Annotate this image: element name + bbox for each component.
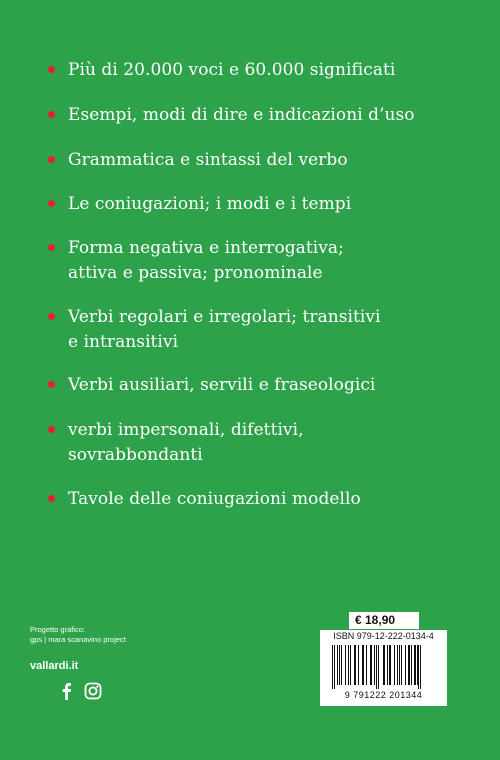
- barcode-bar: [389, 645, 391, 685]
- credits-line: gps | mara scanavino project: [30, 635, 126, 644]
- feature-text: Verbi regolari e irregolari; transitivi e intransitivi: [68, 307, 381, 352]
- barcode-bar: [399, 645, 400, 685]
- barcode-bar: [405, 645, 406, 685]
- barcode-bar: [334, 645, 335, 689]
- feature-item: [48, 305, 381, 355]
- barcode-bar: [354, 645, 356, 685]
- barcode-bar: [394, 645, 395, 685]
- feature-item: [48, 236, 344, 286]
- barcode-panel: [320, 630, 447, 706]
- design-credits: [30, 625, 126, 645]
- price-label: € 18,90: [349, 612, 419, 629]
- bullet-dot: [48, 244, 55, 251]
- bullet-dot: [48, 495, 55, 502]
- feature-text: Esempi, modi di dire e indicazioni d’uso: [68, 105, 415, 125]
- feature-text: Forma negativa e interrogativa; attiva e passiva; pronominale: [68, 238, 344, 283]
- feature-text: Tavole delle coniugazioni modello: [68, 489, 361, 509]
- barcode-bar: [350, 645, 351, 685]
- barcode-bar: [383, 645, 385, 685]
- barcode-bar: [401, 645, 402, 685]
- barcode-bar: [348, 645, 349, 685]
- bullet-dot: [48, 426, 55, 433]
- barcode-bar: [374, 645, 375, 685]
- barcode-bar: [378, 645, 379, 689]
- barcode-bar: [341, 645, 342, 685]
- barcode-number: 9 791222 201344: [344, 690, 423, 700]
- barcode-bar: [414, 645, 416, 685]
- credits-line: Progetto grafico:: [30, 625, 86, 634]
- barcode-bar: [411, 645, 412, 685]
- barcode-bar: [417, 645, 418, 685]
- feature-item: [48, 103, 415, 128]
- bullet-dot: [48, 200, 55, 207]
- bullet-dot: [48, 66, 55, 73]
- feature-text: Più di 20.000 voci e 60.000 significati: [68, 60, 396, 80]
- feature-item: [48, 148, 348, 173]
- feature-text: Le coniugazioni; i modi e i tempi: [68, 194, 352, 214]
- bullet-dot: [48, 313, 55, 320]
- barcode-bar: [387, 645, 388, 685]
- feature-item: [48, 58, 395, 83]
- publisher-website[interactable]: vallardi.it: [30, 660, 79, 672]
- feature-text: Grammatica e sintassi del verbo: [68, 150, 348, 170]
- barcode-bar: [339, 645, 340, 685]
- feature-text: verbi impersonali, difettivi, sovrabbondanti: [68, 420, 304, 465]
- feature-item: [48, 373, 375, 398]
- barcode-bar: [332, 645, 333, 689]
- barcode-bar: [418, 645, 419, 689]
- social-links: [60, 682, 102, 700]
- bullet-dot: [48, 381, 55, 388]
- barcode-bar: [345, 645, 346, 685]
- barcode-bar: [408, 645, 410, 685]
- barcode-bar: [370, 645, 372, 685]
- barcode-bar: [358, 645, 359, 685]
- bullet-dot: [48, 156, 55, 163]
- barcode-bar: [397, 645, 398, 685]
- barcode-bars: [328, 645, 439, 689]
- feature-text: Verbi ausiliari, servili e fraseologici: [68, 375, 376, 395]
- bullet-dot: [48, 111, 55, 118]
- instagram-icon[interactable]: [84, 682, 102, 700]
- facebook-icon[interactable]: [60, 682, 72, 700]
- barcode-bar: [376, 645, 377, 689]
- barcode-bar: [362, 645, 364, 685]
- feature-item: [48, 418, 304, 468]
- barcode-bar: [420, 645, 421, 689]
- isbn-text: ISBN 979-12-222-0134-4: [333, 631, 434, 641]
- feature-item: [48, 487, 361, 512]
- barcode-bar: [337, 645, 338, 685]
- barcode-bar: [366, 645, 367, 685]
- feature-item: [48, 192, 351, 217]
